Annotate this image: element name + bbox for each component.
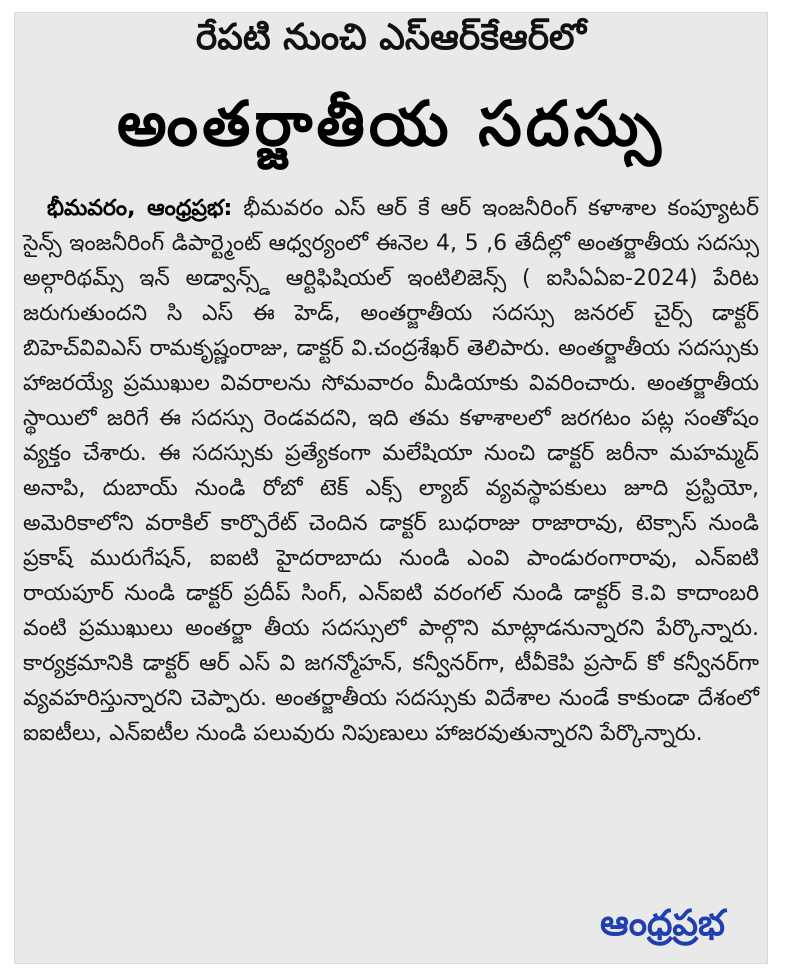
- article-body-text: భీమవరం ఎస్ ఆర్ కే ఆర్ ఇంజనీరింగ్ కళాశాల కంప్యూటర్ సైన్స్ ఇంజనీరింగ్ డిపార్ట్మెంట్ ఆధ్వర్యంలో ఈనెల 4, 5 ,6 తేదీల్లో అంతర్జాతీయ సదస్సు అల్గారిథమ్స్ ఇన్ అడ్వాన్స్డ్ ఆర్టిఫిషియల్ ఇంటిలిజెన్స్ ( ఐసిఏఏఐ-2024) పేరిట జరుగుతుందని సి ఎస్ ఈ హెడ్, అంతర్జాతీయ సదస్సు జనరల్ చైర్స్ డాక్టర్ బిహెచ్‌వివిఎస్ రామకృష్ణంరాజు, డాక్టర్ వి.చంద్రశేఖర్ తెలిపారు. అంతర్జాతీయ సదస్సుకు హాజరయ్యే ప్రముఖుల వివరాలను సోమవారం మీడియాకు వివరించారు. అంతర్జాతీయ స్థాయిలో జరిగే ఈ సదస్సు రెండవదని, ఇది తమ కళాశాలలో జరగటం పట్ల సంతోషం వ్యక్తం చేశారు. ఈ సదస్సుకు ప్రత్యేకంగా మలేషియా నుంచి డాక్టర్ జరీనా మహమ్మద్ అనాపి, దుబాయ్ నుండి రోబో టెక్ ఎక్స్ ల్యాబ్ వ్యవస్థాపకులు జూది ప్రస్టియో, అమెరికాలోని వరాకిల్ కార్పొరేట్ చెందిన డాక్టర్ బుధరాజు రాజారావు, టెక్సాస్ నుండి ప్రకాష్ మురుగేషన్, ఐఐటి హైదరాబాదు నుండి ఎంవి పాండురంగారావు, ఎన్ఐటి రాయపూర్ నుండి డాక్టర్ ప్రదీప్ సింగ్, ఎన్ఐటి వరంగల్ నుండి డాక్టర్ కె.వి కాదాంబరి వంటి ప్రముఖులు అంతర్జా తీయ సదస్సులో పాల్గొని మాట్లాడనున్నారని పేర్కొన్నారు. కార్యక్రమానికి డాక్టర్ ఆర్ ఎస్ వి జగన్మోహన్, కన్వీనర్‌గా, టీవీకెపి ప్రసాద్ కో కన్వీనర్‌గా వ్యవహరిస్తున్నారని చెప్పారు. అంతర్జాతీయ సదస్సుకు విదేశాల నుండే కాకుండా దేశంలో ఐఐటీలు, ఎన్ఐటీల నుండి పలువురు నిపుణులు హాజరవుతున్నారని పేర్కొన్నారు.: [23, 196, 760, 746]
- news-clipping: [14, 12, 768, 964]
- main-headline: అంతర్జాతీయ సదస్సు: [117, 87, 665, 160]
- newspaper-signature: ఆంధ్రప్రభ: [594, 903, 731, 953]
- dateline: భీమవరం, ఆంధ్రప్రభ:: [47, 196, 233, 221]
- kicker-headline: రేపటి నుంచి ఎస్ఆర్‌కేఆర్‌లో: [195, 17, 587, 58]
- article-body: [23, 191, 759, 751]
